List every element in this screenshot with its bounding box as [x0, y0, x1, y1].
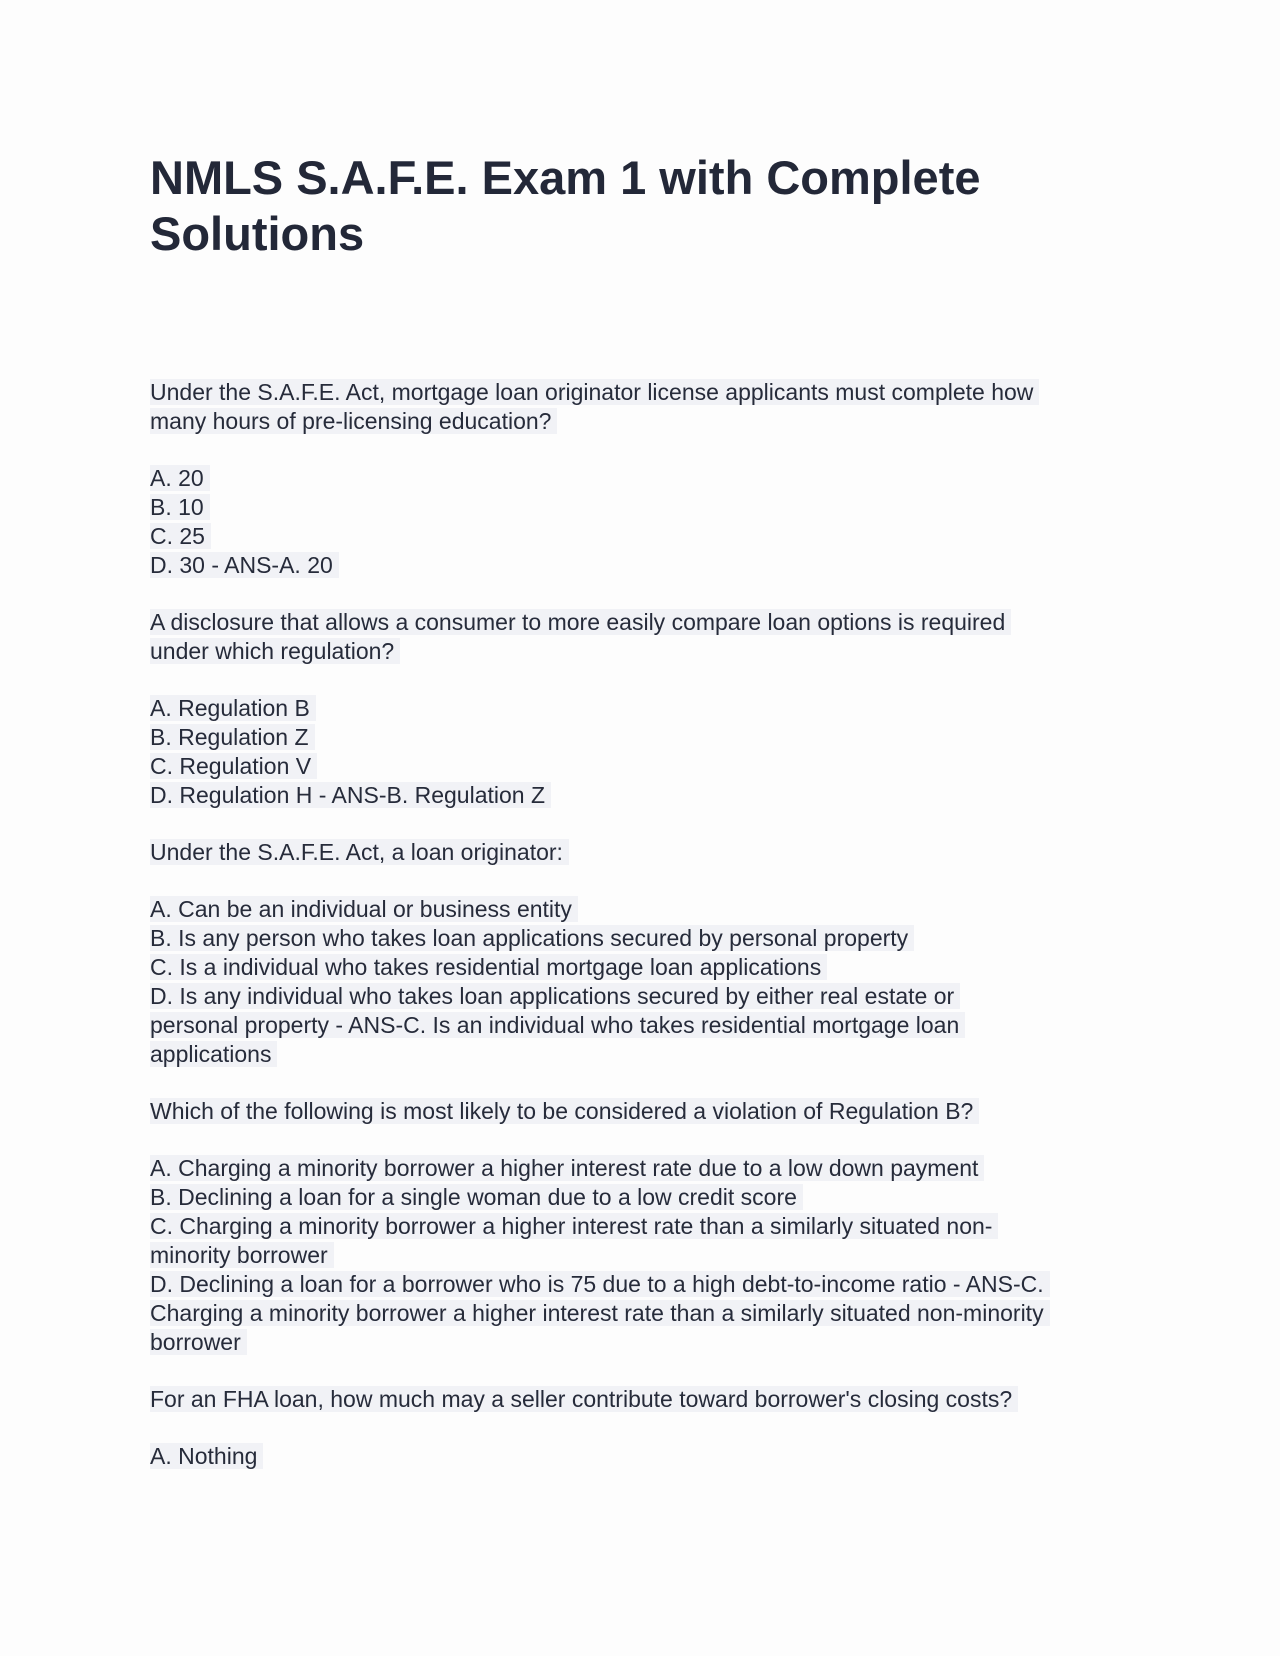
question-2-options	[150, 694, 1130, 810]
question-line: Under the S.A.F.E. Act, a loan originator:	[150, 839, 569, 865]
question-line: many hours of pre-licensing education?	[150, 408, 557, 434]
question-list	[150, 378, 1130, 1499]
option-line: personal property - ANS-C. Is an individual who takes residential mortgage loan	[150, 1012, 965, 1038]
option-line: C. 25	[150, 523, 211, 549]
question-5-options	[150, 1442, 1130, 1471]
option-line: A. Nothing	[150, 1443, 263, 1469]
question-line: For an FHA loan, how much may a seller contribute toward borrower's closing costs?	[150, 1386, 1018, 1412]
question-line: Under the S.A.F.E. Act, mortgage loan originator license applicants must complete how	[150, 379, 1039, 405]
question-3-options	[150, 895, 1130, 1069]
document-title: NMLS S.A.F.E. Exam 1 with Complete Solutions	[150, 151, 981, 260]
option-line: A. Regulation B	[150, 695, 316, 721]
question-5-text	[150, 1385, 1130, 1414]
option-line: D. Declining a loan for a borrower who is 75 due to a high debt-to-income ratio - ANS-C.	[150, 1271, 1050, 1297]
question-3-text	[150, 838, 1130, 867]
question-2-text	[150, 608, 1130, 666]
question-1-options	[150, 464, 1130, 580]
option-line: A. Charging a minority borrower a higher interest rate due to a low down payment	[150, 1155, 984, 1181]
option-line: C. Charging a minority borrower a higher interest rate than a similarly situated non-	[150, 1213, 998, 1239]
option-line: A. 20	[150, 465, 210, 491]
question-line: under which regulation?	[150, 638, 400, 664]
question-line: Which of the following is most likely to be considered a violation of Regulation B?	[150, 1098, 979, 1124]
question-4-options	[150, 1154, 1130, 1357]
option-line: B. Regulation Z	[150, 724, 315, 750]
option-line: applications	[150, 1041, 277, 1067]
page-header	[150, 150, 1130, 262]
question-4-text	[150, 1097, 1130, 1126]
option-line: borrower	[150, 1329, 247, 1355]
option-line: B. Declining a loan for a single woman due to a low credit score	[150, 1184, 803, 1210]
option-line: B. 10	[150, 494, 210, 520]
option-line: C. Regulation V	[150, 753, 317, 779]
option-line: B. Is any person who takes loan applications secured by personal property	[150, 925, 914, 951]
option-line: D. 30 - ANS-A. 20	[150, 552, 339, 578]
option-line: C. Is a individual who takes residential mortgage loan applications	[150, 954, 827, 980]
question-1-text	[150, 378, 1130, 436]
option-line: D. Is any individual who takes loan applications secured by either real estate or	[150, 983, 960, 1009]
option-line: Charging a minority borrower a higher interest rate than a similarly situated non-minority	[150, 1300, 1050, 1326]
option-line: minority borrower	[150, 1242, 334, 1268]
option-line: A. Can be an individual or business entity	[150, 896, 578, 922]
question-line: A disclosure that allows a consumer to more easily compare loan options is required	[150, 609, 1011, 635]
option-line: D. Regulation H - ANS-B. Regulation Z	[150, 782, 551, 808]
